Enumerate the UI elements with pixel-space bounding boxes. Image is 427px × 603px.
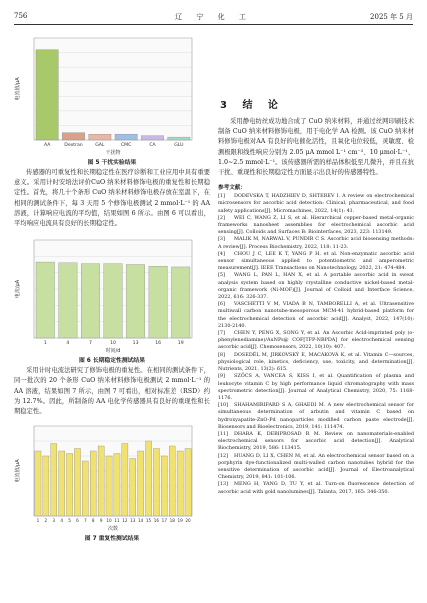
x-tick-label: 4 [66,341,70,347]
issue-date: 2025 年 5 月 [370,13,413,21]
reference-text: CHOU J C, LEE K T, YANG P H, et al. Non-enzymatic ascorbic acid sensor simultaneous applied to potentiometric and amperometric measurement[J]. IEEE Transactions on Nanotechnology, 2022, 21: 474-484. [218,250,414,272]
bar [35,451,41,516]
bar [122,444,128,517]
x-tick-label: 16 [155,341,162,347]
x-tick-label: 5 [68,518,71,524]
reference-text: DOSEDĚL M, JIRKOVSKÝ E, MACÁKOVÁ K, et al. Vitamin C—sources, physiological role, kinetics, deficiency, use, toxicity, and determination[J]. Nutrients, 2021, 13(2): 615. [218,351,414,373]
section-heading: 3 结 论 [220,100,284,111]
references-heading: 参考文献： [218,185,246,192]
reference-text: WANG L, PAN L, HAN X, et al. A portable ascorbic acid in sweat analysis system based on highly crystalline conductive nickel-based metal-organic framework (Ni-MOF)[J]. Journal of Colloid and Interface Science, 2022, 616: 326-337. [218,272,414,301]
page-number: 756 [14,12,28,20]
x-tick-label: 16 [153,518,160,524]
reference-number: [10] [218,402,229,409]
reference-item [218,402,414,431]
reference-item [218,352,414,374]
bar [36,262,55,338]
repeatability-chart [14,420,210,532]
x-tick-label: 13 [130,518,136,524]
paragraph-stability: 传感器的可重复性和长期稳定性在医疗诊断和工业应用中具有重要意义。采用计时安培法评价CuO 纳米材料修饰电极的重复性和长期稳定性。首先，将几十个条形 CuO 纳米材料修饰电极存放在室温下，在相同的测试条件下，每 3 天用 5 个修饰电极测试 2 mmol·L⁻¹ 的 AA 溶液，计算响应电流的平均值，结果如图 6 所示。由图 6 可以看出，平均响应电流具有良好的长期稳定性。 [14,169,210,228]
y-axis-label: 电流值/μA [15,77,21,101]
reference-text: MALIK M, NARWAL V, PUNDIR C S. Ascorbic acid biosensing methods: A review[J]. Process Biochemistry, 2022, 118: 11-23. [218,236,414,250]
reference-number: [6] [218,301,225,308]
reference-number: [2] [218,214,225,221]
reference-item [218,251,414,273]
bar [106,456,112,516]
x-tick-label: 17 [161,518,168,524]
reference-text: HUANG D, LI X, CHEN M, et al. An electrochemical sensor based on a porphyrin dye-functionalized multi-walled carbon nanotubes hybrid for the sensitive determination of ascorbic acid[J]. Journal of Electroanalytical Chemistry, 2019, 841: 101-106. [218,452,414,481]
bar [177,451,183,516]
x-tick-label: 6 [76,518,79,524]
journal-title: 辽 宁 化 工 [175,13,252,21]
x-tick-label: 3 [52,518,56,524]
y-axis-label: 电流值/μA [15,459,21,483]
figure-7 [14,420,210,542]
bar [89,134,111,140]
reference-item [218,373,414,402]
reference-item [218,236,414,250]
bar [62,133,84,140]
interference-bar-chart [14,30,210,156]
x-tick-label: 18 [169,518,175,524]
bar [104,264,123,338]
reference-number: [4] [218,250,225,257]
reference-item [218,193,414,215]
x-tick-label: 7 [84,518,87,524]
bar [115,134,137,140]
reference-number: [11] [218,430,229,437]
bar [74,449,80,517]
bar [81,264,100,338]
reference-item [218,330,414,352]
paragraph-repeatability: 采用计时电流法研究了修饰电极的重复性。在相同的测试条件下，同一批次的 20 个条形 CuO 纳米材料修饰电极测试 2 mmol·L⁻¹ 的 AA 溶液，结果如图 7 所示，由图 7 可看出，相对标准差（RSD）约为 12.7%。因此，所制备的 AA 电化学传感器具有良好的重现性和长期稳定性。 [14,367,210,416]
reference-item [218,431,414,453]
reference-text: SHAHAMIRIFARD S A, GHAEDI M. A new electrochemical sensor for simultaneous determination of arbutin and vitamin C based on hydroxyapatite-ZnO-Pd nanoparticles modified carbon paste electrode[J]. Biosensors and Bioelectronics, 2019, 141: 111474. [218,402,414,430]
reference-item [218,215,414,237]
reference-item [218,272,414,301]
figure-5 [14,30,210,166]
x-tick-label: 12 [122,518,128,524]
x-tick-label: 9 [99,518,103,524]
reference-number: [1] [218,193,225,200]
conclusion-paragraph: 采用静电纺丝成功地合成了 CuO 纳米材料，并通过丝网印刷技术制备 CuO 纳米材料修饰电极，用于电化学 AA 检测。该 CuO 纳米材料修饰电极对AA 有良好的电催化活性，且氧化电位较低，灵敏度、检测极限和线性响应分别为 2.05 μA mmol L⁻¹ cm⁻²、10 μmol·L⁻¹、1.0~2.5 mmol·L⁻¹。该传感器所需的样品体积低至几微升，并且在抗干扰、重现性和长期稳定性方面显示出良好的传感器特性。 [218,118,414,177]
bar [59,263,78,338]
bar [168,137,190,140]
bar [90,451,96,516]
x-tick-label: 13 [132,341,139,347]
bar [126,265,145,339]
reference-number: [8] [218,351,225,358]
reference-item [218,453,414,482]
reference-text: MENG H, YANG D, TU Y, et al. Turn-on fluorescence detection of ascorbic acid with gold nanolumines[J]. Talanta, 2017, 165: 346-350. [218,481,414,495]
x-tick-label: CMC [120,143,132,148]
figure-5-caption: 图 5 干扰实验结果 [87,160,137,166]
bar [138,451,144,516]
x-tick-label: AA [43,143,51,148]
x-tick-label: CA [149,143,156,148]
bar [66,454,72,517]
x-tick-label: 8 [91,518,95,524]
x-tick-label: 7 [88,341,92,347]
reference-number: [12] [218,452,229,459]
x-tick-label: 15 [145,518,152,524]
x-tick-label: 10 [106,518,112,524]
reference-number: [5] [218,272,225,279]
x-tick-label: 1 [43,341,47,347]
x-tick-label: GAL [95,143,105,148]
figure-7-caption: 图 7 重复性测试结果 [84,536,140,543]
figure-6 [14,232,210,364]
bar [59,451,65,516]
x-tick-label: 14 [137,518,144,524]
header-rule [14,24,413,25]
bar [43,456,49,516]
bar [153,449,159,517]
bar [51,444,57,517]
bar [98,446,104,516]
reference-item [218,481,414,495]
x-axis-label: 次数 [107,526,119,533]
long-term-stability-chart [14,232,210,354]
x-tick-label: 1 [36,518,40,524]
x-axis-label: 时间/d [105,348,121,355]
bar [36,50,58,140]
reference-text: DHARA K, DEBIPROSAD R M. Review on nanomaterials-enabled electrochemical sensors for ascorbic acid detection[J]. Analytical Biochemistry, 2019, 586: 113415. [218,430,414,452]
reference-text: WEI C, WANG Z, LI S, et al. Hierarchical copper-based metal-organic frameworks nanosheet assemblies for electrochemical ascorbic acid sensing[J]. Colloids and Surfaces B: Biointerfaces, 2023, 223: 113149. [218,214,414,236]
bar [185,449,191,517]
x-tick-label: 10 [110,341,116,347]
reference-text: CHEN Y, PENG X, SONG Y, et al. An Ascorbic Acid-imprinted poly (o-phenylenediamine)/AuNPs@ COF[TFP-NBPDA] for electrochemical sensing ascorbic acid[J]. Chemosensors, 2022, 10(10): 407. [218,330,414,351]
figure-6-caption: 图 6 长期稳定性测试结果 [78,358,146,365]
bar [114,454,120,517]
reference-text: DODEVSKA T, HADZHIEV D, SHTEREV I. A review on electrochemical microsensors for ascorbic acid detection: Clinical, pharmaceutical, and food safety applications[J]. Micromachines, 2022, 14(1): 41. [218,193,414,214]
y-axis-label: 电流/μA [15,280,21,299]
page-header [14,12,413,28]
x-tick-label: 11 [114,518,120,524]
bar [130,459,136,517]
bar [149,266,168,338]
left-column [14,30,210,542]
reference-item [218,301,414,330]
bar [161,456,167,516]
bar [171,267,190,338]
reference-number: [7] [218,330,225,337]
x-tick-label: GLU [174,143,184,148]
x-axis-label: 干扰物 [105,150,121,156]
bar [145,441,151,516]
reference-text: VASCHETTI V M, VIADA B N, TAMBORELLI A, et al. Ultrasensitive multiwall carbon nanotube-mesoporous MCM-41 hybrid-based platform for the electrochemical detection of ascorbic acid[J]. Analyst, 2022, 147(10): 2130-2140. [218,301,414,329]
bar [141,136,163,140]
x-tick-label: 19 [177,518,183,524]
bar [82,461,88,516]
x-tick-label: Dextran [64,143,83,148]
reference-text: SZŐCS A, VANCEA S, KISS I, et al. Quantification of plasma and leukocyte vitamin C by high performance liquid chromatography with mass spectrometric detection[J]. Journal of Analytical Chemistry, 2020, 75: 1168-1176. [218,373,414,401]
x-tick-label: 20 [185,518,191,524]
right-column [218,30,414,496]
reference-number: [13] [218,481,229,488]
reference-number: [9] [218,373,225,380]
reference-number: [3] [218,236,225,243]
bar [169,446,175,516]
x-tick-label: 4 [60,518,63,524]
x-tick-label: 2 [44,518,48,524]
reference-list [218,193,414,496]
x-tick-label: 19 [177,341,184,347]
